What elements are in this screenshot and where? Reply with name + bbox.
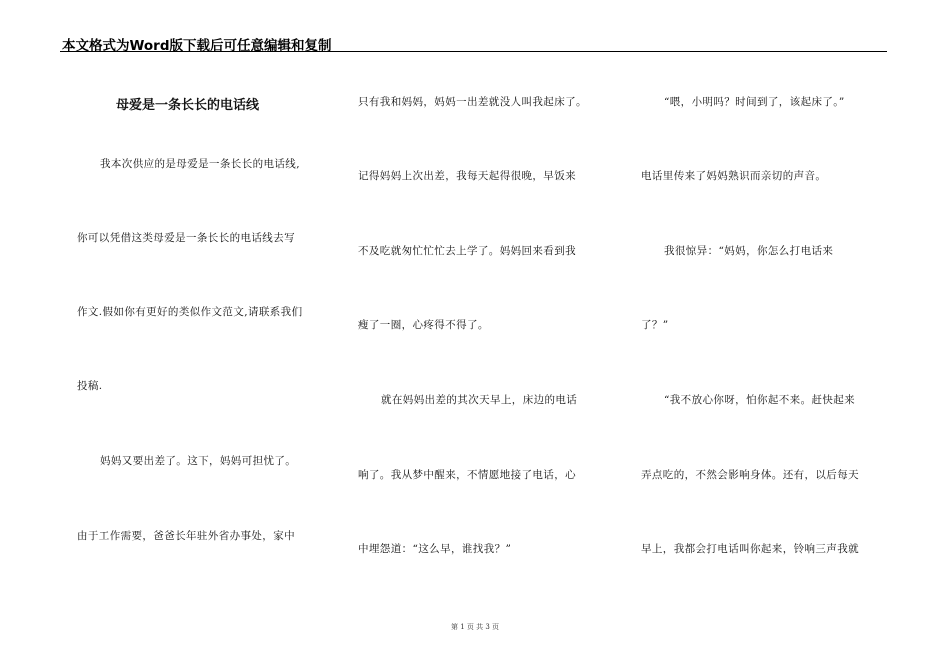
col1-line-4: 投稿. <box>77 380 103 392</box>
col3-line-6: 弄点吃的，不然会影响身体。还有，以后每天 <box>641 469 859 481</box>
col1-line-1: 我本次供应的是母爱是一条长长的电话线, <box>100 158 300 170</box>
col3-line-4: 了？” <box>641 319 669 331</box>
col3-line-1: “喂，小明吗？时间到了，该起床了。” <box>664 96 845 108</box>
col2-line-2: 记得妈妈上次出差，我每天起得很晚，早饭来 <box>358 170 576 182</box>
col2-line-1: 只有我和妈妈，妈妈一出差就没人叫我起床了。 <box>358 96 587 108</box>
page-number: 第 1 页 共 3 页 <box>450 623 500 631</box>
header-divider <box>60 51 887 52</box>
col2-line-7: 中埋怨道：“这么早，谁找我？” <box>358 543 512 555</box>
article-title: 母爱是一条长长的电话线 <box>116 98 260 113</box>
col2-line-6: 响了。我从梦中醒来，不情愿地接了电话，心 <box>358 469 576 481</box>
col2-line-3: 不及吃就匆忙忙忙去上学了。妈妈回来看到我 <box>358 245 576 257</box>
col1-line-3: 作文.假如你有更好的类似作文范文,请联系我们 <box>77 306 303 318</box>
col3-line-7: 早上，我都会打电话叫你起来，铃响三声我就 <box>641 543 859 555</box>
col2-line-4: 瘦了一圈，心疼得不得了。 <box>358 319 489 331</box>
col1-line-2: 你可以凭借这类母爱是一条长长的电话线去写 <box>77 232 295 244</box>
col3-line-2: 电话里传来了妈妈熟识而亲切的声音。 <box>641 170 827 182</box>
col1-line-5: 妈妈又要出差了。这下，妈妈可担忧了。 <box>100 455 297 467</box>
col3-line-5: “我不放心你呀，怕你起不来。赶快起来 <box>664 394 856 406</box>
col1-line-6: 由于工作需要，爸爸长年驻外省办事处，家中 <box>77 530 295 542</box>
document-header: 本文格式为Word版下载后可任意编辑和复制 <box>62 38 332 54</box>
col3-line-3: 我很惊异：“妈妈，你怎么打电话来 <box>664 245 834 257</box>
col2-line-5: 就在妈妈出差的其次天早上，床边的电话 <box>381 394 578 406</box>
